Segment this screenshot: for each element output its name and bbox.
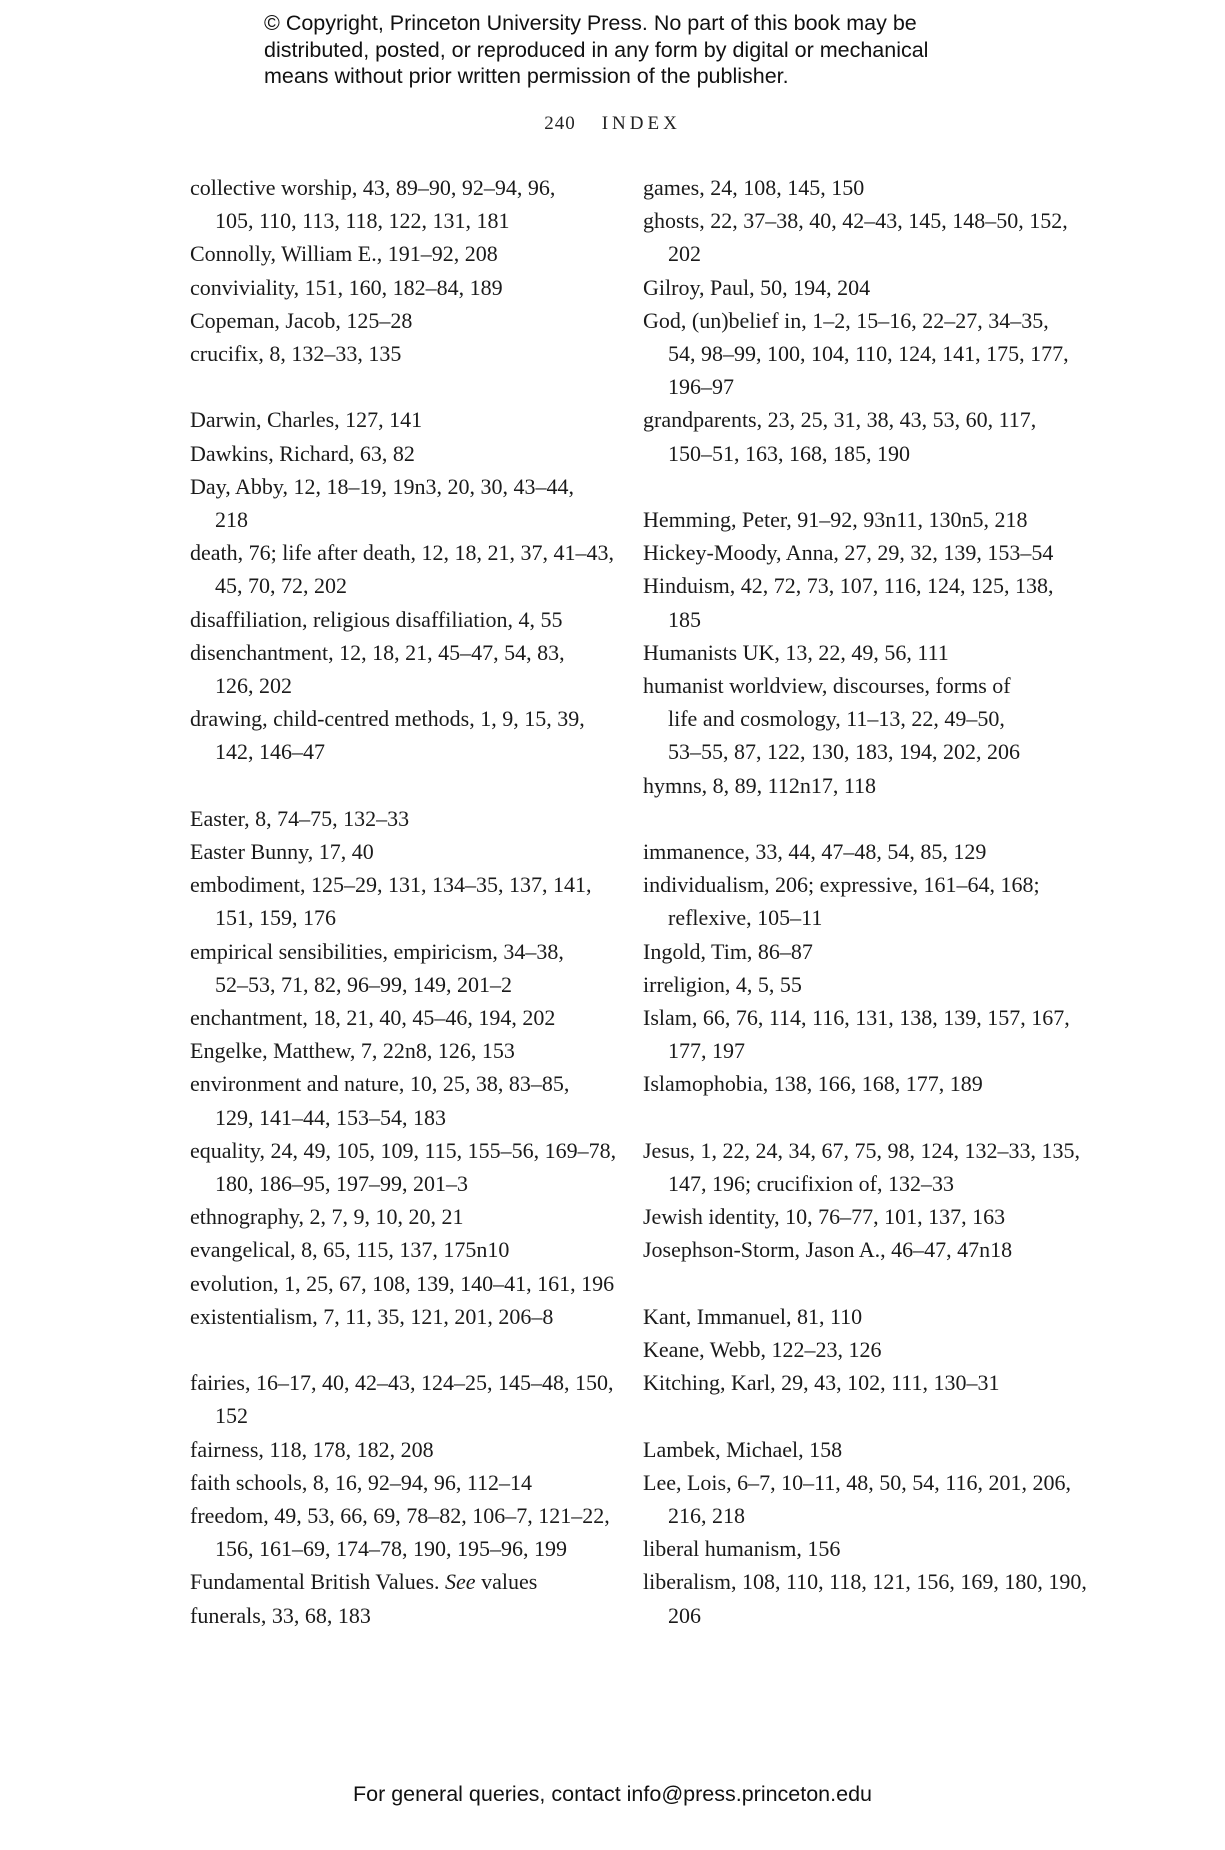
index-entry-heading: Copeman, Jacob, 125–28 [190,307,413,333]
index-entry [190,636,610,702]
index-entry-continuation: 216, 218 [668,1503,745,1529]
index-entry-heading: Ingold, Tim, 86–87 [643,938,813,964]
index-entry [190,1599,610,1632]
index-entry-heading: irreligion, 4, 5, 55 [643,971,802,997]
index-entry-heading: disaffiliation, religious disaffiliation, 4, 55 [190,606,563,632]
index-entry-heading: death, 76; life after death, 12, 18, 21, 37, 41–43, [190,540,615,566]
index-entry [190,271,610,304]
copyright-notice [264,10,1004,90]
index-entry-heading: Islam, 66, 76, 114, 116, 131, 138, 139, 157, 167, [643,1005,1070,1031]
index-entry [190,702,610,768]
index-entry [190,1499,610,1565]
index-entry [190,536,615,602]
index-entry-heading: Lee, Lois, 6–7, 10–11, 48, 50, 54, 116, 201, 206, [643,1469,1071,1495]
index-entry-heading: ghosts, 22, 37–38, 40, 42–43, 145, 148–50, 152, [643,208,1068,234]
index-entry [190,802,610,835]
index-entry [643,835,1063,868]
index-entry-heading: Easter Bunny, 17, 40 [190,839,374,865]
index-entry-continuation: 151, 159, 176 [215,905,336,931]
index-entry-heading: Josephson-Storm, Jason A., 46–47, 47n18 [643,1237,1013,1263]
copyright-line: distributed, posted, or reproduced in any form by digital or mechanical [264,37,929,62]
index-entry-heading: empirical sensibilities, empiricism, 34–38, [190,938,564,964]
index-entry [190,1267,615,1300]
index-entry-heading: Lambek, Michael, 158 [643,1436,843,1462]
index-entry [190,1433,610,1466]
index-entry-heading: Jewish identity, 10, 76–77, 101, 137, 163 [643,1204,1006,1230]
index-entry-heading: grandparents, 23, 25, 31, 38, 43, 53, 60, 117, [643,407,1037,433]
index-entry [190,1466,610,1499]
index-entry-heading: disenchantment, 12, 18, 21, 45–47, 54, 83, [190,639,565,665]
index-entry-heading: Hickey-Moody, Anna, 27, 29, 32, 139, 153–54 [643,540,1054,566]
index-entry [643,636,1063,669]
index-entry-continuation: reflexive, 105–11 [668,905,823,931]
index-entry-heading: immanence, 33, 44, 47–48, 54, 85, 129 [643,839,987,865]
section-title: INDEX [601,113,681,134]
index-entry [643,868,1063,934]
index-entry-heading: Easter, 8, 74–75, 132–33 [190,805,410,831]
index-entry-heading: Keane, Webb, 122–23, 126 [643,1337,882,1363]
index-entry-heading: liberalism, 108, 110, 118, 121, 156, 169, 180, 190, [643,1569,1087,1595]
index-entry [190,337,610,370]
index-entry-continuation: 202 [668,241,701,267]
index-entry-continuation: 156, 161–69, 174–78, 190, 195–96, 199 [215,1536,567,1562]
copyright-line: © Copyright, Princeton University Press. No part of this book may be [264,11,917,35]
index-column-left [190,171,617,1632]
index-entry [643,1565,1087,1631]
index-entry [190,835,610,868]
index-entry-heading: God, (un)belief in, 1–2, 15–16, 22–27, 34–35, [643,307,1049,333]
index-entry [190,1134,617,1200]
index-entry-heading: humanist worldview, discourses, forms of [643,673,1011,699]
index-entry [190,1001,610,1034]
index-entry-heading: Fundamental British Values. [190,1569,440,1595]
index-entry [190,304,610,337]
index-entry-heading: Day, Abby, 12, 18–19, 19n3, 20, 30, 43–44, [190,473,574,499]
index-entry-heading: embodiment, 125–29, 131, 134–35, 137, 141, [190,872,592,898]
index-entry-heading: Humanists UK, 13, 22, 49, 56, 111 [643,639,949,665]
index-entry [643,1532,1063,1565]
index-entry-continuation: 45, 70, 72, 202 [215,573,347,599]
index-entry-continuation: 142, 146–47 [215,739,325,765]
index-entry-heading: Kitching, Karl, 29, 43, 102, 111, 130–31 [643,1370,1000,1396]
index-entry [643,1466,1071,1532]
running-head [0,113,1225,135]
index-entry-continuation: 218 [215,507,248,533]
index-entry [190,437,610,470]
index-entry [190,1200,610,1233]
index-entry [190,470,610,536]
index-entry [643,536,1063,569]
index-entry-heading: equality, 24, 49, 105, 109, 115, 155–56, 169–78, [190,1137,617,1163]
index-entry-continuation: 53–55, 87, 122, 130, 183, 194, 202, 206 [668,739,1020,765]
index-entry-continuation: 105, 110, 113, 118, 122, 131, 181 [215,208,510,234]
index-entry-heading: Hinduism, 42, 72, 73, 107, 116, 124, 125, 138, [643,573,1054,599]
index-entry [643,968,1063,1001]
index-entry-continuation: 129, 141–44, 153–54, 183 [215,1104,446,1130]
index-entry-heading: Darwin, Charles, 127, 141 [190,407,423,433]
index-entry-continuation: 180, 186–95, 197–99, 201–3 [215,1171,468,1197]
index-entry-heading: Kant, Immanuel, 81, 110 [643,1303,863,1329]
index-entry [643,569,1063,635]
index-entry [643,1366,1063,1399]
index-entry [643,1200,1063,1233]
index-entry-heading: drawing, child-centred methods, 1, 9, 15, 39, [190,706,585,732]
index-entry [643,304,1069,404]
index-entry-continuation: 177, 197 [668,1038,745,1064]
index-entry [643,1134,1080,1200]
index-entry-heading: environment and nature, 10, 25, 38, 83–85, [190,1071,570,1097]
index-entry-continuation: 196–97 [668,374,734,400]
index-entry [190,237,610,270]
index-entry-heading: individualism, 206; expressive, 161–64, 168; [643,872,1040,898]
index-entry-heading: Connolly, William E., 191–92, 208 [190,241,498,267]
index-entry-continuation: life and cosmology, 11–13, 22, 49–50, [668,706,1005,732]
index-entry-heading: Hemming, Peter, 91–92, 93n11, 130n5, 218 [643,507,1028,533]
index-entry-heading: Gilroy, Paul, 50, 194, 204 [643,274,871,300]
index-entry-heading: liberal humanism, 156 [643,1536,841,1562]
index-entry [643,669,1063,769]
index-entry-heading: evolution, 1, 25, 67, 108, 139, 140–41, 161, 196 [190,1270,615,1296]
index-entry-continuation: 52–53, 71, 82, 96–99, 149, 201–2 [215,971,512,997]
index-entry-heading: freedom, 49, 53, 66, 69, 78–82, 106–7, 121–22, [190,1503,610,1529]
index-entry [643,1001,1070,1067]
index-entry-heading: fairness, 118, 178, 182, 208 [190,1436,434,1462]
index-entry [190,935,610,1001]
index-entry [643,935,1063,968]
index-entry-continuation: 185 [668,606,701,632]
index-entry-heading: hymns, 8, 89, 112n17, 118 [643,772,877,798]
index-entry-heading: Engelke, Matthew, 7, 22n8, 126, 153 [190,1038,515,1064]
index-entry-heading: Dawkins, Richard, 63, 82 [190,440,415,466]
copyright-line: means without prior written permission of the publisher. [264,64,789,88]
index-entry [190,1067,610,1133]
index-entry [190,1233,610,1266]
index-entry [643,1300,1063,1333]
index-entry [190,171,610,237]
index-entry-heading: faith schools, 8, 16, 92–94, 96, 112–14 [190,1469,532,1495]
index-entry-heading: existentialism, 7, 11, 35, 121, 201, 206–8 [190,1303,554,1329]
index-entry-heading: fairies, 16–17, 40, 42–43, 124–25, 145–48, 150, [190,1370,614,1396]
index-entry-heading: enchantment, 18, 21, 40, 45–46, 194, 202 [190,1005,556,1031]
index-entry-continuation: 206 [668,1602,701,1628]
index-entry [190,868,610,934]
index-entry [190,1565,610,1598]
index-entry-heading: funerals, 33, 68, 183 [190,1602,371,1628]
index-entry [190,1034,610,1067]
index-entry-heading: Jesus, 1, 22, 24, 34, 67, 75, 98, 124, 132–33, 135, [643,1137,1080,1163]
index-entry-heading: crucifix, 8, 132–33, 135 [190,341,402,367]
index-entry [643,769,1063,802]
index-entry-heading: games, 24, 108, 145, 150 [643,175,865,200]
index-entry [643,171,1063,204]
index-entry-heading: ethnography, 2, 7, 9, 10, 20, 21 [190,1204,464,1230]
index-entry [643,204,1068,270]
index-column-right [643,171,1087,1632]
index-entry-continuation: 54, 98–99, 100, 104, 110, 124, 141, 175, 177, [668,341,1069,367]
index-entry [190,1366,614,1432]
index-entry [643,1433,1063,1466]
index-entry [643,403,1063,469]
index-entry [643,271,1063,304]
index-entry [643,1067,1063,1100]
index-entry-heading: evangelical, 8, 65, 115, 137, 175n10 [190,1237,510,1263]
see-reference-target: values [481,1569,538,1595]
index-entry [190,1300,610,1333]
index-entry-heading: Islamophobia, 138, 166, 168, 177, 189 [643,1071,983,1097]
index-entry [643,503,1063,536]
index-entry-continuation: 150–51, 163, 168, 185, 190 [668,440,910,466]
index-entry [643,1333,1063,1366]
index-entry-continuation: 152 [215,1403,248,1429]
index-entry-heading: collective worship, 43, 89–90, 92–94, 96, [190,175,556,200]
footer-contact: For general queries, contact info@press.princeton.edu [352,1782,872,1806]
index-entry [190,603,610,636]
page-number: 240 [544,113,576,134]
index-entry-continuation: 126, 202 [215,673,292,699]
see-reference-word: See [445,1569,476,1595]
index-entry-heading: conviviality, 151, 160, 182–84, 189 [190,274,503,300]
index-entry [643,1233,1063,1266]
index-entry-continuation: 147, 196; crucifixion of, 132–33 [668,1171,954,1197]
index-entry [190,403,610,436]
